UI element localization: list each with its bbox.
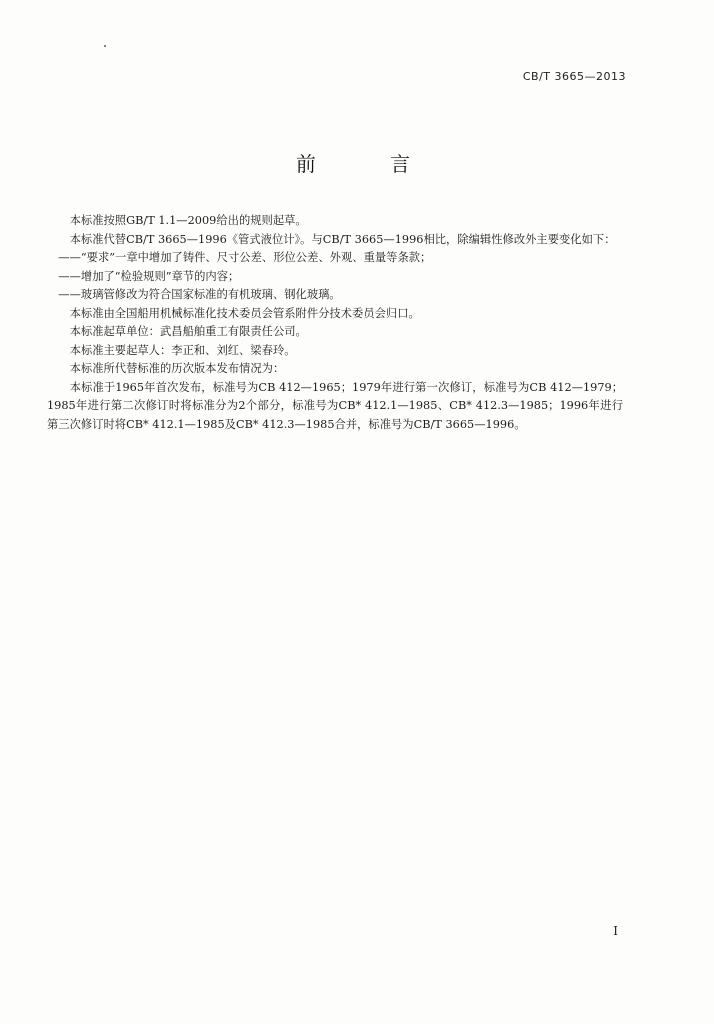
paragraph-drafting-rules: 本标准按照GB/T 1.1—2009给出的规则起草。 xyxy=(69,214,307,227)
page-title: 前 言 xyxy=(295,152,445,176)
page-number: I xyxy=(613,924,618,938)
change-item-requirements: ——“要求”一章中增加了铸件、尺寸公差、形位公差、外观、重量等条款； xyxy=(58,251,432,264)
paragraph-replacement: 本标准代替CB/T 3665—1996《管式液位计》。与CB/T 3665—1996相比，除编辑性修改外主要变化如下： xyxy=(69,232,616,246)
paragraph-history: 本标准于1965年首次发布，标准号为CB 412—1965；1979年进行第一次修订，标准号为CB 412—1979；1985年进行第二次修订时将标准分为2个部分，标准号为CB* 412.1—1985、CB* 412.3—1985；1996年进行第三次修订时将CB* 412.1—1985及CB* 412.3—1985合并，标准号为CB/T 3665—1996。 xyxy=(47,380,623,431)
paragraph-history-intro: 本标准所代替标准的历次版本发布情况为： xyxy=(69,362,285,375)
scan-speck xyxy=(104,45,106,47)
foreword-body xyxy=(47,212,623,434)
standard-code: CB/T 3665—2013 xyxy=(522,70,626,83)
paragraph-committee: 本标准由全国船用机械标准化技术委员会管系附件分技术委员会归口。 xyxy=(69,306,420,320)
change-item-inspection: ——增加了“检验规则”章节的内容； xyxy=(58,269,240,283)
change-item-glass: ——玻璃管修改为符合国家标准的有机玻璃、钢化玻璃。 xyxy=(58,288,341,301)
paragraph-drafters: 本标准主要起草人：李正和、刘红、梁春玲。 xyxy=(69,343,296,357)
paragraph-drafting-unit: 本标准起草单位：武昌船舶重工有限责任公司。 xyxy=(69,325,307,338)
